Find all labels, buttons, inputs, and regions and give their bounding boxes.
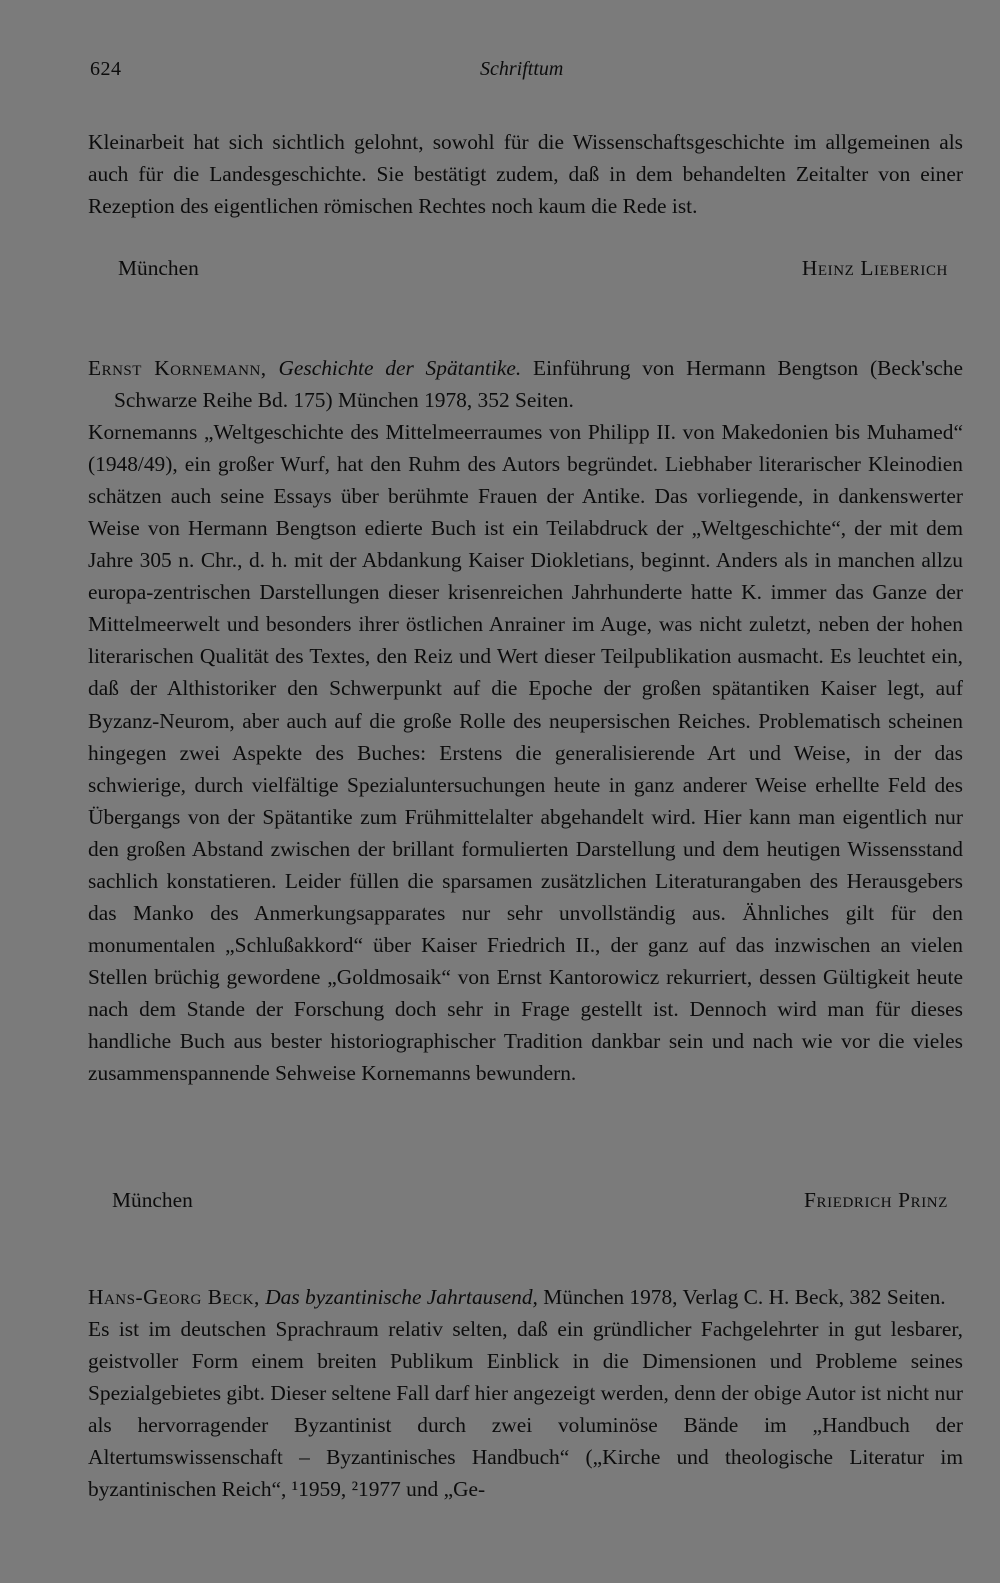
page-number: 624 (90, 58, 122, 80)
review-body: Kornemanns „Weltgeschichte des Mittelmeerraumes von Philipp II. von Makedonien bis Muhamed“ (1948/49), ein großer Wurf, hat den Ruhm des Autors begründet. Liebhaber literarischer Kleinodien schätzen auch seine Essays über berühmte Frauen der Antike. Das vorliegende, in dankenswerter Weise von Hermann Bengtson edierte Buch ist ein Teilabdruck der „Weltgeschichte“, der mit dem Jahre 305 n. Chr., d. h. mit der Abdankung Kaiser Diokletians, beginnt. Anders als in manchen allzu europa-zentrischen Darstellungen dieser krisenreichen Jahrhunderte hatte K. immer das Ganze der Mittelmeerwelt und besonders ihrer östlichen Anrainer im Auge, was nicht zuletzt, neben der hohen literarischen Qualität des Textes, den Reiz und Wert dieser Teilpublikation ausmacht. Es leuchtet ein, daß der Althistoriker den Schwerpunkt auf die Epoche der großen spätantiken Kaiser legt, auf Byzanz-Neurom, aber auch auf die große Rolle des neupersischen Reiches. Problematisch scheinen hingegen zwei Aspekte des Buches: Erstens die generalisierende Art und Weise, in der das schwierige, durch vielfältige Spezialuntersuchungen heute in ganz anderer Weise erhellte Feld des Übergangs von der Spätantike zum Frühmittelalter abgehandelt wird. Hier kann man eigentlich nur den großen Abstand zwischen der brillant formulierten Darstellung und dem heutigen Wissensstand sachlich konstatieren. Leider füllen die sparsamen zusätzlichen Literaturangaben des Herausgebers das Manko des Anmerkungsapparates nur sehr unvollständig aus. Ähnliches gilt für den monumentalen „Schlußakkord“ über Kaiser Friedrich II., der ganz auf das inzwischen an vielen Stellen brüchig gewordene „Goldmosaik“ von Ernst Kantorowicz rekurriert, dessen Gültigkeit heute nach dem Stande der Forschung doch sehr in Frage gestellt ist. Dennoch wird man für dieses handliche Buch aus bester historiographischer Tradition dankbar sein und nach wie vor die vieles zusammenspannende Sehweise Kornemanns bewundern. (88, 420, 963, 1086)
previous-review-text: Kleinarbeit hat sich sichtlich gelohnt, sowohl für die Wissenschaftsgeschichte im allgemeinen als auch für die Landesgeschichte. Sie bestätigt zudem, daß in dem behandelten Zeitalter von einer Rezeption des eigentlichen römischen Rechtes noch kaum die Rede ist. (88, 130, 963, 219)
review-heading (88, 1281, 963, 1313)
signature-place: München (112, 1188, 193, 1212)
book-publication-info: München 1978, Verlag C. H. Beck, 382 Seiten. (543, 1285, 946, 1309)
review-beck (88, 1281, 963, 1505)
kornemann-review-signature (88, 1188, 948, 1220)
book-title: Geschichte der Spätantike. (278, 356, 522, 380)
signature-reviewer: Heinz Lieberich (801, 256, 948, 280)
book-publication-info: Einführung von Hermann Bengtson (Beck'sche Schwarze Reihe Bd. 175) München 1978, 352 Seiten. (114, 356, 963, 413)
review-heading (88, 352, 963, 416)
book-author: Ernst Kornemann, (88, 356, 267, 380)
book-author: Hans-Georg Beck, (88, 1285, 260, 1309)
signature-place: München (118, 256, 199, 280)
previous-review-end (88, 126, 963, 222)
running-title: Schrifttum (480, 58, 564, 80)
previous-review-signature (88, 256, 948, 288)
review-body: Es ist im deutschen Sprachraum relativ selten, daß ein gründlicher Fachgelehrter in gut lesbarer, geistvoller Form einem breiten Publikum Einblick in die Dimensionen und Probleme seines Spezialgebietes gibt. Dieser seltene Fall darf hier angezeigt werden, denn der obige Autor ist nicht nur als hervorragender Byzantinist durch zwei voluminöse Bände im „Handbuch der Altertumswissenschaft – Byzantinisches Handbuch“ („Kirche und theologische Literatur im byzantinischen Reich“, ¹1959, ²1977 und „Ge- (88, 1317, 963, 1502)
running-head (90, 58, 590, 92)
review-kornemann (88, 352, 963, 1089)
signature-reviewer: Friedrich Prinz (804, 1188, 948, 1212)
book-title: Das byzantinische Jahrtausend, (265, 1285, 538, 1309)
